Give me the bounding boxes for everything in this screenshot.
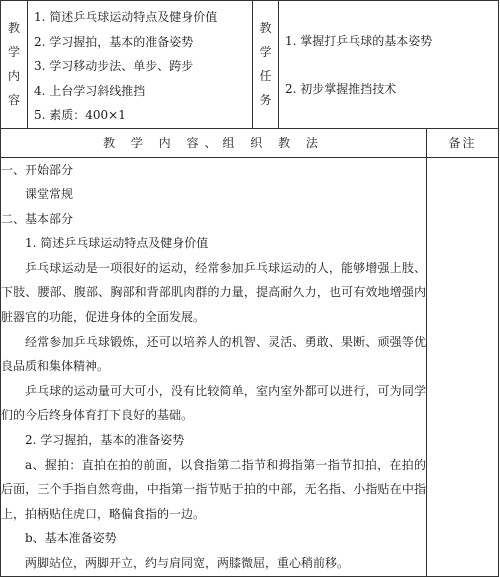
task-item: 2. 初步掌握推挡技术 <box>285 82 397 96</box>
body-paragraph: a、握拍：直拍在拍的前面，以食指第二指节和拇指第一指节扣拍，在拍的后面，三个手指自然弯曲，中指第一指节贴于拍的中部，无名指、小指贴在中指上，拍柄贴住虎口，略偏食指的一边。 <box>1 457 426 521</box>
section-heading: 一、开始部分 <box>1 162 74 177</box>
section-heading: 二、基本部分 <box>1 211 74 226</box>
content-row <box>1 157 499 576</box>
content-label-cell <box>1 1 28 129</box>
notes-header: 备注 <box>427 128 499 157</box>
content-item: 2. 学习握拍，基本的准备姿势 <box>34 34 194 49</box>
content-item: 1. 简述乒乓球运动特点及健身价值 <box>34 10 218 24</box>
body-paragraph: 经常参加乒乓球锻炼，还可以培养人的机智、灵活、勇敢、果断、顽强等优良品质和集体精神。 <box>1 334 426 374</box>
section-header-title: 教 学 内 容、组 织 教 法 <box>1 128 427 157</box>
header-row <box>1 128 499 157</box>
overview-row <box>1 1 499 129</box>
task-list <box>279 1 498 125</box>
task-item: 1. 掌握打乒乓球的基本姿势 <box>285 34 433 48</box>
content-item: 5. 素质：400×1 <box>34 108 126 122</box>
content-list <box>28 1 252 128</box>
body-paragraph: 乒乓球的运动量可大可小，没有比较简单，室内室外都可以进行，可为同学们的今后终身体育打下良好的基础。 <box>1 383 426 423</box>
task-label-cell <box>253 1 279 129</box>
section-subitem: 2. 学习握拍，基本的准备姿势 <box>25 433 185 448</box>
section-subitem: 课堂常规 <box>25 187 74 202</box>
content-item: 3. 学习移动步法、单步、跨步 <box>34 59 194 73</box>
section-subitem: 1. 简述乒乓球运动特点及健身价值 <box>25 236 209 251</box>
task-items-cell <box>279 1 499 129</box>
body-paragraph: 两脚站位，两脚开立，约与肩同宽，两膝微屈，重心稍前移。 <box>25 556 350 570</box>
task-label-char: 学 <box>259 45 272 60</box>
content-label-char: 容 <box>7 93 20 108</box>
content-label-char: 学 <box>7 45 20 60</box>
content-items-cell <box>28 1 253 129</box>
task-label-char: 任 <box>259 69 272 84</box>
task-label-char: 务 <box>259 93 272 108</box>
content-item: 4. 上台学习斜线推挡 <box>34 83 146 98</box>
notes-cell <box>427 157 499 576</box>
content-label-char: 教 <box>7 21 20 36</box>
content-label-char: 内 <box>7 69 20 84</box>
section-subitem: b、基本准备姿势 <box>25 531 117 546</box>
task-label-char: 教 <box>259 21 272 36</box>
lesson-body-cell <box>1 157 427 576</box>
body-paragraph: 乒乓球运动是一项很好的运动，经常参加乒乓球运动的人，能够增强上肢、下肢、腰部、腹部、胸部和背部肌肉群的力量，提高耐久力，也可有效地增强内脏器官的功能，促进身体的全面发展。 <box>1 260 426 325</box>
